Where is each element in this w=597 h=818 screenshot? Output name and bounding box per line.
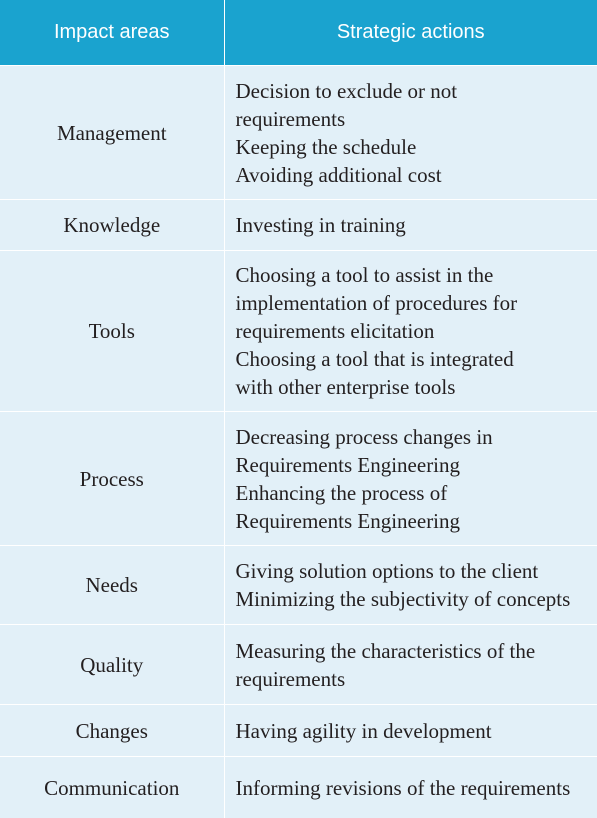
header-impact-areas: Impact areas [0, 0, 224, 66]
table-row [0, 200, 597, 251]
strategic-actions-cell [224, 546, 597, 625]
impact-area-cell: Management [0, 66, 224, 200]
action-line: Informing revisions of the requirements [236, 774, 594, 802]
strategic-actions-cell [224, 200, 597, 251]
impact-area-cell: Knowledge [0, 200, 224, 251]
strategic-actions-cell [224, 757, 597, 818]
strategic-actions-cell [224, 412, 597, 546]
impact-area-cell: Quality [0, 625, 224, 705]
table-row [0, 757, 597, 818]
action-line: Avoiding additional cost [236, 161, 594, 189]
table-header [0, 0, 597, 66]
table-row [0, 705, 597, 757]
impact-area-cell: Tools [0, 251, 224, 412]
table-row [0, 546, 597, 625]
table-row [0, 625, 597, 705]
action-line: Choosing a tool that is integrated [236, 345, 594, 373]
action-line: Minimizing the subjectivity of concepts [236, 585, 594, 613]
strategic-actions-cell [224, 705, 597, 757]
action-line: with other enterprise tools [236, 373, 594, 401]
strategic-actions-cell [224, 66, 597, 200]
action-line: Requirements Engineering [236, 451, 594, 479]
action-line: requirements [236, 105, 594, 133]
action-line: Requirements Engineering [236, 507, 594, 535]
header-row [0, 0, 597, 66]
impact-area-cell: Needs [0, 546, 224, 625]
table-row [0, 66, 597, 200]
action-line: Having agility in development [236, 717, 594, 745]
impact-area-cell: Communication [0, 757, 224, 818]
action-line: Measuring the characteristics of the [236, 637, 594, 665]
action-line: Enhancing the process of [236, 479, 594, 507]
table-row [0, 251, 597, 412]
action-line: Keeping the schedule [236, 133, 594, 161]
action-line: requirements elicitation [236, 317, 594, 345]
action-line: Choosing a tool to assist in the [236, 261, 594, 289]
action-line: Decision to exclude or not [236, 77, 594, 105]
strategic-actions-cell [224, 625, 597, 705]
table-row [0, 412, 597, 546]
action-line: Decreasing process changes in [236, 423, 594, 451]
action-line: implementation of procedures for [236, 289, 594, 317]
impact-area-cell: Process [0, 412, 224, 546]
action-line: requirements [236, 665, 594, 693]
strategic-actions-cell [224, 251, 597, 412]
table-body [0, 66, 597, 818]
action-line: Giving solution options to the client [236, 557, 594, 585]
action-line: Investing in training [236, 211, 594, 239]
header-strategic-actions: Strategic actions [224, 0, 597, 66]
impact-area-cell: Changes [0, 705, 224, 757]
